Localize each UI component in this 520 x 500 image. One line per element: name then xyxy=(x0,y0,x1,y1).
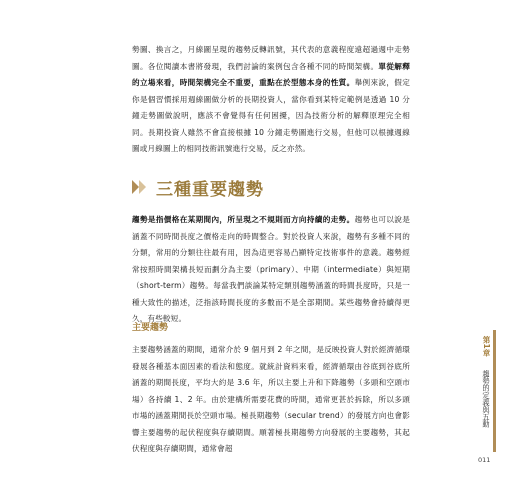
side-bar-decoration xyxy=(493,330,496,452)
paragraph-text: 趨勢也可以說是涵蓋不同時間長度之價格走向的時間整合。對於投資人來說，趨勢有多種不同的分類，常用的分類往往最有用，因為這更容易凸顯特定技術事件的意義。趨勢經常按照時間架構長短而劃分為主要（primary）、中期（intermediate）與短期（short-term）趨勢。每當我們談論某特定類別趨勢涵蓋的時間長度時，只是一種大致性的描述，泛指該時間長度的多數而不是全部期間。某些趨勢會持續得更久，有些較短。 xyxy=(132,215,410,323)
emphasis-text: 趨勢是指價格在某期間內，所呈現之不規則而方向持續的走勢。 xyxy=(132,215,355,224)
chapter-title: 趨勢的定義與五動 xyxy=(482,370,491,428)
section-title: 三種重要趨勢 xyxy=(156,179,264,200)
paragraph-text: 舉例來說，假定你是個習慣採用週線圖做分析的長期投資人，當你看到某特定範例是透過 10 分鐘走勢圖做說明，應該不會覺得有任何困擾，因為技術分析的解釋原理完全相同。長期投資人雖然不會直接根據 10 分鐘走勢圖進行交易，但他可以根據週線圖或月線圖上的相同技術訊號進行交易，反之亦然。 xyxy=(132,78,410,153)
subheading-primary-trend: 主要趨勢 xyxy=(132,323,169,333)
chapter-number: 第1章 xyxy=(482,336,491,357)
chapter-side-tab xyxy=(478,330,496,452)
double-chevron-icon xyxy=(132,178,150,196)
paragraph-intro xyxy=(132,42,410,158)
paragraph-primary-trend xyxy=(132,342,410,458)
section-heading xyxy=(132,175,412,199)
paragraph-text: 勢圖、換言之，月線圖呈現的趨勢反轉訊號，其代表的意義程度遠超過週中走勢圖。各位閱讀本書將發現，我們討論的案例包含各種不同的時間架構。 xyxy=(132,45,410,71)
paragraph-trend-definition xyxy=(132,212,410,328)
emphasis-text: 單從解釋的立場來看，時間架構完全不重要，重點在於型態本身的性質。 xyxy=(132,61,410,87)
page-number: 011 xyxy=(478,456,491,464)
paragraph-text: 主要趨勢涵蓋的期間，通常介於 9 個月到 2 年之間，是反映投資人對於經濟循環發展各種基本面因素的看法和態度。就統計資料來看，經濟循環由谷底到谷底所涵蓋的期間長度，平均大約是 3.6 年，所以主要上升和下降趨勢（多頭和空頭市場）各持續 1、2 年。由於建構所需要花費的時間，通常更甚於拆除，所以多頭市場的涵蓋期間長於空頭市場。極長期趨勢（secular trend）的發展方向也會影響主要趨勢的起伏程度與存續期間。順著極長期趨勢方向發展的主要趨勢，其起伏程度與存續期間，通常會超 xyxy=(132,345,410,453)
